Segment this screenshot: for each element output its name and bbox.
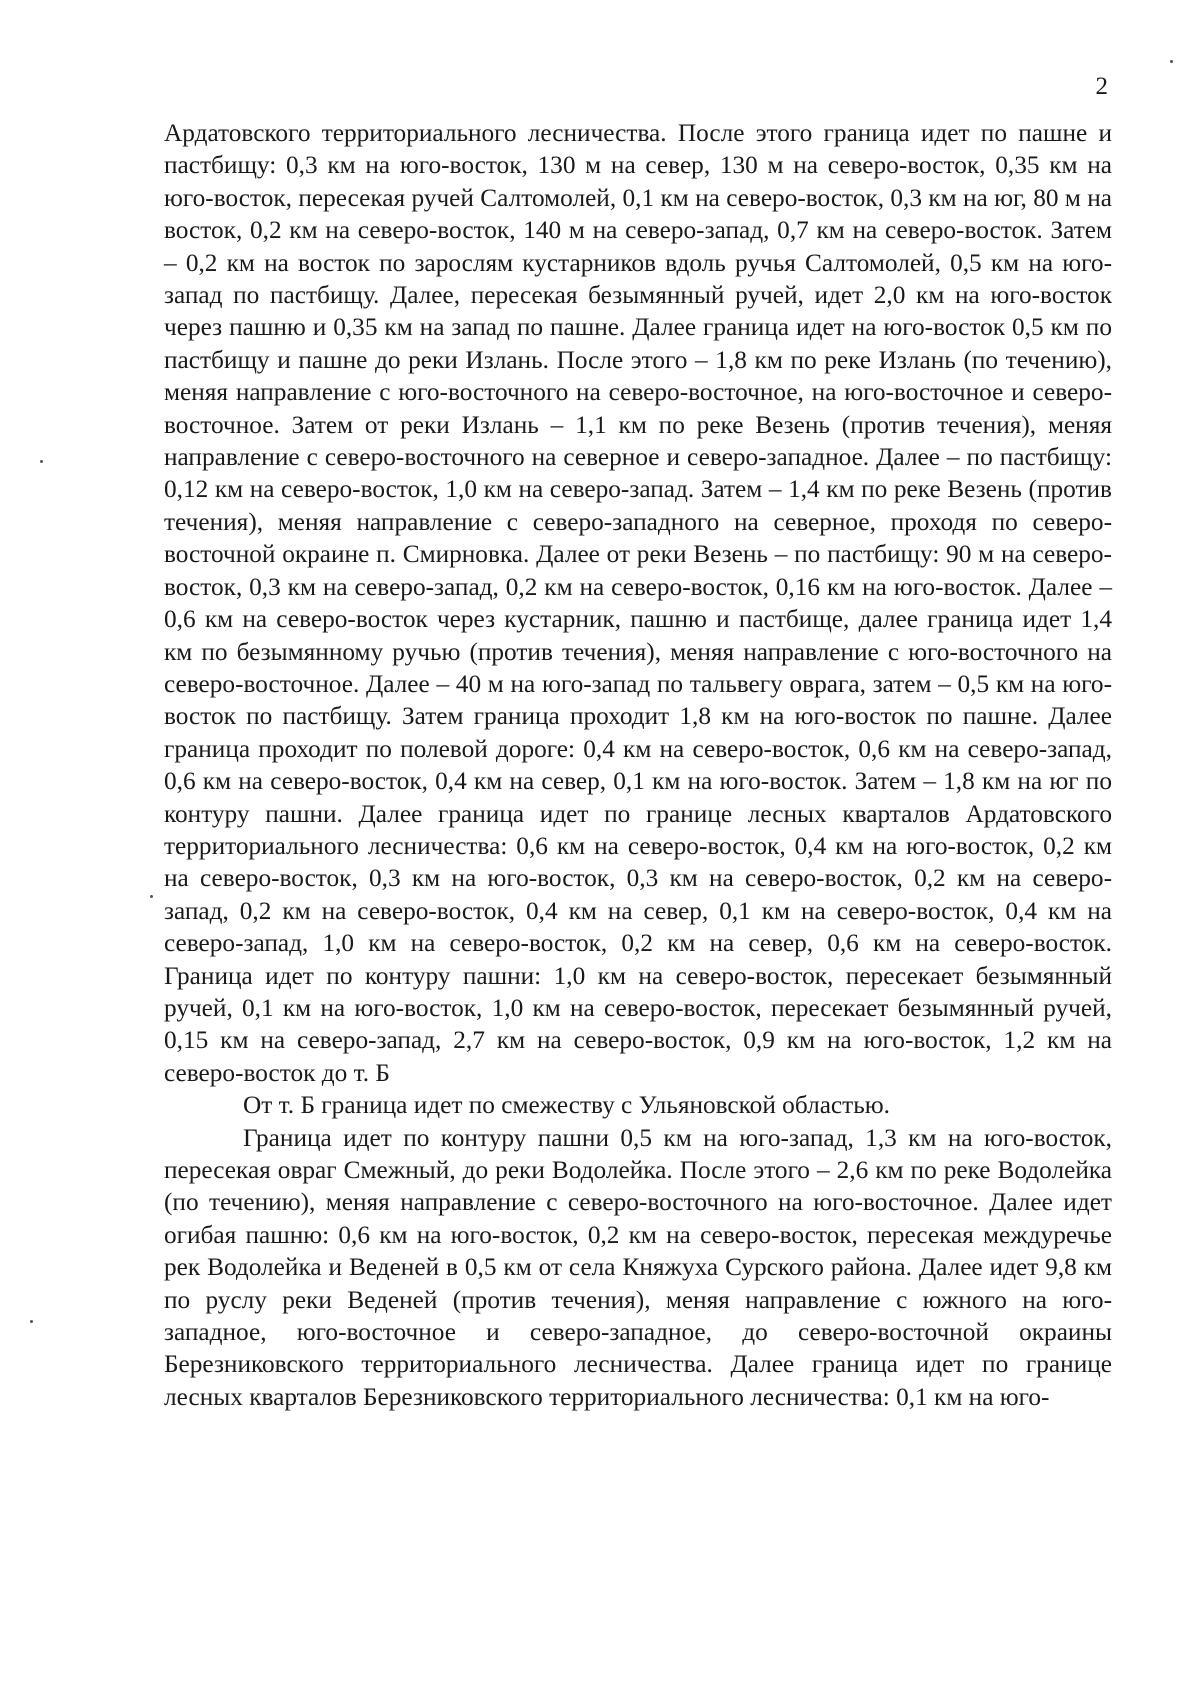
scan-speck xyxy=(30,1320,33,1323)
paragraph-ulyanovsk-border: От т. Б граница идет по смежеству с Ульяновской областью. xyxy=(243,1091,890,1120)
scan-speck xyxy=(40,460,43,463)
page-number: 2 xyxy=(1095,73,1108,100)
paragraph-boundary-continuation: Граница идет по контуру пашни 0,5 км на юго-запад, 1,3 км на юго-восток, пересекая овраг Смежный, до реки Водолейка. После этого – 2,6 км по реке Водолейка (по течению), меняя направление с северо-восточного на юго-восточное. Далее идет огибая пашню: 0,6 км на юго-восток, 0,2 км на северо-восток, пересекая междуречье рек Водолейка и Веденей в 0,5 км от села Княжуха Сурского района. Далее идет 9,8 км по руслу реки Веденей (против течения), меняя направление с южного на юго-западное, юго-восточное и северо-западное, до северо-восточной окраины Березниковского территориального лесничества. Далее граница идет по границе лесных кварталов Березниковского территориального лесничества: 0,1 км на юго- xyxy=(164,1123,1112,1411)
document-body xyxy=(164,117,1112,1413)
paragraph-boundary-description: Ардатовского территориального лесничества. После этого граница идет по пашне и пастбищу: 0,3 км на юго-восток, 130 м на север, 130 м на северо-восток, 0,35 км на юго-восток, пересекая ручей Салтомолей, 0,1 км на северо-восток, 0,3 км на юг, 80 м на восток, 0,2 км на северо-восток, 140 м на северо-запад, 0,7 км на северо-восток. Затем – 0,2 км на восток по зарослям кустарников вдоль ручья Салтомолей, 0,5 км на юго-запад по пастбищу. Далее, пересекая безымянный ручей, идет 2,0 км на юго-восток через пашню и 0,35 км на запад по пашне. Далее граница идет на юго-восток 0,5 км по пастбищу и пашне до реки Излань. После этого – 1,8 км по реке Излань (по течению), меняя направление с юго-восточного на северо-восточное, на юго-восточное и северо-восточное. Затем от реки Излань – 1,1 км по реке Везень (против течения), меняя направление с северо-восточного на северное и северо-западное. Далее – по пастбищу: 0,12 км на северо-восток, 1,0 км на северо-запад. Затем – 1,4 км по реке Везень (против течения), меняя направление с северо-западного на северное, проходя по северо-восточной окраине п. Смирновка. Далее от реки Везень – по пастбищу: 90 м на северо-восток, 0,3 км на северо-запад, 0,2 км на северо-восток, 0,16 км на юго-восток. Далее – 0,6 км на северо-восток через кустарник, пашню и пастбище, далее граница идет 1,4 км по безымянному ручью (против течения), меняя направление с юго-восточного на северо-восточное. Далее – 40 м на юго-запад по тальвегу оврага, затем – 0,5 км на юго-восток по пастбищу. Затем граница проходит 1,8 км на юго-восток по пашне. Далее граница проходит по полевой дороге: 0,4 км на северо-восток, 0,6 км на северо-запад, 0,6 км на северо-восток, 0,4 км на север, 0,1 км на юго-восток. Затем – 1,8 км на юг по контуру пашни. Далее граница идет по границе лесных кварталов Ардатовского территориального лесничества: 0,6 км на северо-восток, 0,4 км на юго-восток, 0,2 км на северо-восток, 0,3 км на юго-восток, 0,3 км на северо-восток, 0,2 км на северо-запад, 0,2 км на северо-восток, 0,4 км на север, 0,1 км на северо-восток, 0,4 км на северо-запад, 1,0 км на северо-восток, 0,2 км на север, 0,6 км на северо-восток. Граница идет по контуру пашни: 1,0 км на северо-восток, пересекает безымянный ручей, 0,1 км на юго-восток, 1,0 км на северо-восток, пересекает безымянный ручей, 0,15 км на северо-запад, 2,7 км на северо-восток, 0,9 км на юго-восток, 1,2 км на северо-восток до т. Б xyxy=(164,119,1112,1087)
scan-speck xyxy=(1170,60,1173,63)
scan-speck xyxy=(150,895,153,898)
